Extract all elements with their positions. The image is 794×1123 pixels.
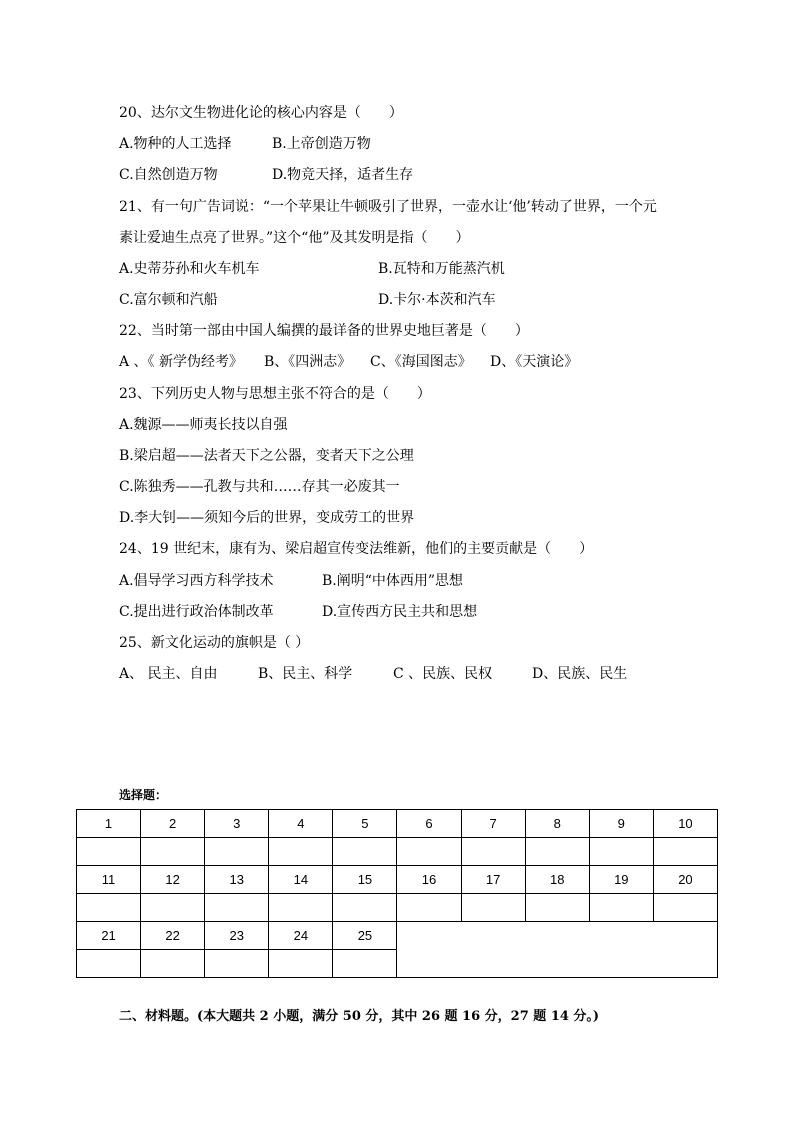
question-22-stem: 22、当时第一部由中国人编撰的最详备的世界史地巨著是（ ） bbox=[119, 323, 529, 339]
question-number-cell: 8 bbox=[525, 810, 589, 838]
question-number-cell: 25 bbox=[333, 922, 397, 950]
question-number-cell: 9 bbox=[589, 810, 653, 838]
question-number-cell: 19 bbox=[589, 866, 653, 894]
section-2-title: 二、材料题。(本大题共 2 小题，满分 50 分，其中 26 题 16 分，27 题 14 分。) bbox=[119, 1009, 600, 1024]
question-22-option-c: C、《海国图志》 bbox=[370, 354, 472, 370]
table-row-numbers-1 bbox=[77, 810, 718, 838]
question-22-option-d: D、《天演论》 bbox=[490, 354, 579, 370]
table-row-answers-1 bbox=[77, 838, 718, 866]
answer-cell[interactable] bbox=[77, 894, 141, 922]
question-21-stem-line2: 素让爱迪生点亮了世界。”这个“他”及其发明是指（ ） bbox=[119, 230, 470, 246]
question-number-cell: 1 bbox=[77, 810, 141, 838]
answer-cell[interactable] bbox=[77, 838, 141, 866]
question-23-option-a: A.魏源——师夷长技以自强 bbox=[119, 417, 288, 433]
answer-sheet-table bbox=[76, 809, 718, 978]
question-number-cell: 18 bbox=[525, 866, 589, 894]
answer-cell[interactable] bbox=[525, 894, 589, 922]
question-25-option-a: A、 民主、自由 bbox=[119, 666, 218, 682]
question-number-cell: 22 bbox=[141, 922, 205, 950]
question-number-cell: 17 bbox=[461, 866, 525, 894]
question-number-cell: 2 bbox=[141, 810, 205, 838]
answer-cell[interactable] bbox=[333, 838, 397, 866]
answer-cell[interactable] bbox=[333, 894, 397, 922]
question-21-option-d: D.卡尔·本茨和汽车 bbox=[378, 292, 496, 308]
question-23-option-b: B.梁启超——法者天下之公器，变者天下之公理 bbox=[119, 448, 414, 464]
answer-cell[interactable] bbox=[525, 838, 589, 866]
question-23-stem: 23、下列历史人物与思想主张不符合的是（ ） bbox=[119, 386, 431, 402]
answer-cell[interactable] bbox=[141, 894, 205, 922]
question-number-cell: 23 bbox=[205, 922, 269, 950]
question-number-cell: 14 bbox=[269, 866, 333, 894]
question-number-cell: 20 bbox=[653, 866, 717, 894]
question-24-option-b: B.阐明“中体西用”思想 bbox=[322, 573, 464, 589]
question-20-option-d: D.物竞天择，适者生存 bbox=[272, 167, 414, 183]
answer-cell[interactable] bbox=[461, 894, 525, 922]
question-20-stem: 20、达尔文生物进化论的核心内容是（ ） bbox=[119, 105, 403, 121]
question-number-cell: 13 bbox=[205, 866, 269, 894]
question-20-option-b: B.上帝创造万物 bbox=[272, 136, 371, 152]
question-number-cell: 12 bbox=[141, 866, 205, 894]
answer-cell[interactable] bbox=[653, 894, 717, 922]
question-number-cell: 10 bbox=[653, 810, 717, 838]
question-number-cell: 4 bbox=[269, 810, 333, 838]
answer-cell[interactable] bbox=[205, 838, 269, 866]
answer-cell[interactable] bbox=[205, 894, 269, 922]
question-24-stem: 24、19 世纪末，康有为、梁启超宣传变法维新，他们的主要贡献是（ ） bbox=[119, 541, 594, 557]
answer-cell[interactable] bbox=[589, 894, 653, 922]
question-22-option-b: B、《四洲志》 bbox=[264, 354, 352, 370]
question-number-cell: 16 bbox=[397, 866, 461, 894]
question-number-cell: 3 bbox=[205, 810, 269, 838]
question-number-cell: 7 bbox=[461, 810, 525, 838]
question-number-cell: 24 bbox=[269, 922, 333, 950]
question-22-option-a: A 、《 新学伪经考》 bbox=[119, 354, 244, 370]
question-number-cell: 11 bbox=[77, 866, 141, 894]
answer-cell[interactable] bbox=[333, 950, 397, 978]
table-row-numbers-3 bbox=[77, 922, 718, 950]
answer-cell[interactable] bbox=[141, 950, 205, 978]
table-row-answers-2 bbox=[77, 894, 718, 922]
question-number-cell: 15 bbox=[333, 866, 397, 894]
question-20-option-c: C.自然创造万物 bbox=[119, 167, 218, 183]
answer-cell[interactable] bbox=[397, 838, 461, 866]
answer-cell[interactable] bbox=[269, 838, 333, 866]
question-number-cell: 5 bbox=[333, 810, 397, 838]
question-25-option-c: C 、民族、民权 bbox=[393, 666, 493, 682]
question-24-option-c: C.提出进行政治体制改革 bbox=[119, 604, 274, 620]
answer-cell[interactable] bbox=[589, 838, 653, 866]
answer-sheet-label: 选择题： bbox=[119, 788, 168, 802]
question-21-option-b: B.瓦特和万能蒸汽机 bbox=[378, 261, 505, 277]
question-25-option-b: B、民主、科学 bbox=[258, 666, 353, 682]
question-25-option-d: D、民族、民生 bbox=[532, 666, 628, 682]
question-24-option-d: D.宣传西方民主共和思想 bbox=[322, 604, 478, 620]
question-23-option-c: C.陈独秀——孔教与共和……存其一必废其一 bbox=[119, 479, 400, 495]
answer-cell[interactable] bbox=[397, 894, 461, 922]
question-23-option-d: D.李大钊——须知今后的世界，变成劳工的世界 bbox=[119, 510, 415, 526]
question-number-cell: 21 bbox=[77, 922, 141, 950]
question-20-option-a: A.物种的人工选择 bbox=[119, 136, 232, 152]
question-21-option-c: C.富尔顿和汽船 bbox=[119, 292, 218, 308]
table-row-numbers-2 bbox=[77, 866, 718, 894]
question-number-cell: 6 bbox=[397, 810, 461, 838]
answer-cell[interactable] bbox=[461, 838, 525, 866]
answer-cell[interactable] bbox=[269, 894, 333, 922]
question-25-stem: 25、新文化运动的旗帜是（ ） bbox=[119, 635, 310, 651]
question-21-stem-line1: 21、有一句广告词说：“一个苹果让牛顿吸引了世界，一壶水让‘他’转动了世界，一个元 bbox=[119, 199, 657, 215]
question-24-option-a: A.倡导学习西方科学技术 bbox=[119, 573, 274, 589]
answer-cell[interactable] bbox=[141, 838, 205, 866]
answer-cell[interactable] bbox=[653, 838, 717, 866]
answer-cell[interactable] bbox=[205, 950, 269, 978]
answer-cell[interactable] bbox=[77, 950, 141, 978]
question-21-option-a: A.史蒂芬孙和火车机车 bbox=[119, 261, 260, 277]
answer-cell[interactable] bbox=[269, 950, 333, 978]
empty-merged-cell bbox=[397, 922, 718, 978]
